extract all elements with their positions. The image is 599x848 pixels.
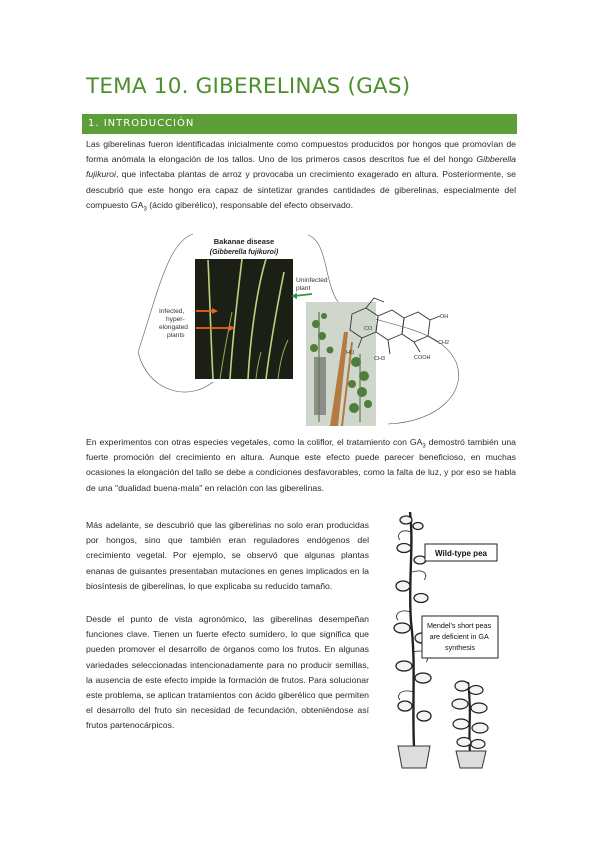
chem-label-cooh: COOH bbox=[414, 355, 431, 361]
paragraph-experiments-text-a: En experimentos con otras especies vegetales, como la coliflor, el tratamiento con GA bbox=[86, 437, 423, 447]
section-heading: 1. INTRODUCCIÓN bbox=[88, 118, 195, 129]
paragraph-agronomy: Desde el punto de vista agronómico, las giberelinas desempeñan funciones clave. Tienen un fuerte efecto sumidero, lo que significa que pueden promover el desarrollo de órganos como los frutos. En algunas variedades seleccionadas intencionadamente para no producir semillas, la ausencia de este efecto impide la formación de frutos. Para solucionar este problema, se aplican tratamientos con ácido giberélico que permiten el desarrollo del fruto sin necesidad de fecundación, obteniéndose así frutos partenocárpicos. bbox=[86, 614, 369, 731]
section-heading-bar bbox=[82, 114, 517, 134]
chem-label-co: CO bbox=[364, 326, 373, 332]
paragraph-intro-text-a: Las giberelinas fueron identificadas inicialmente como compuestos producidos por hongos que promovían de forma anómala la elongación de los tallos. Uno de los primeros casos descritos fue el del hongo bbox=[86, 139, 516, 165]
page-title: TEMA 10. GIBERELINAS (GAS) bbox=[86, 74, 411, 99]
infected-label: Infected, hyper- elongated plants bbox=[159, 308, 188, 339]
pea-figure bbox=[378, 502, 516, 770]
chem-label-ch2: CH2 bbox=[438, 340, 450, 346]
chem-label-ch3: CH3 bbox=[374, 356, 386, 362]
pot-short bbox=[456, 751, 486, 768]
uninfected-label: Uninfected plant bbox=[296, 277, 328, 292]
wild-type-label: Wild-type pea bbox=[435, 549, 487, 558]
paragraph-intro bbox=[86, 137, 516, 213]
pot-tall bbox=[398, 746, 430, 768]
paragraph-experiments bbox=[86, 435, 516, 496]
paragraph-endogenous: Más adelante, se descubrió que las giberelinas no solo eran producidas por hongos, sino que también eran reguladores endógenos del crecimiento vegetal. Por ejemplo, se observó que algunas plantas enanas de guisantes presentaban mutaciones en genes implicados en la biosíntesis de giberelinas, lo que explicaba su reducido tamaño. bbox=[86, 520, 369, 591]
chem-label-ho: HO bbox=[346, 350, 355, 356]
mendel-label: Mendel's short peas are deficient in GA synthesis bbox=[426, 621, 492, 652]
ga-subscript: 3 bbox=[143, 206, 147, 213]
chem-label-oh: OH bbox=[440, 314, 449, 320]
paragraph-experiments-text-b: demostró también una fuerte promoción del crecimiento en altura. Aunque este efecto puede parecer beneficioso, en muchas ocasiones la elongación del tallo se debe a condiciones desfavorables, como la falta de luz, y por eso se habla de una "dualidad buena-mala" en relación con las giberelinas. bbox=[86, 437, 516, 493]
species-name: Gibberella fujikuroi bbox=[86, 154, 516, 180]
paragraph-intro-text-b: , que infectaba plantas de arroz y provocaba un crecimiento exagerado en altura. Posteriormente, se descubrió que este hongo era capaz de sintetizar grandes cantidades de giberelinas, especialmente del compuesto GA bbox=[86, 169, 516, 210]
paragraph-intro-text-c: (ácido giberélico), responsable del efecto observado. bbox=[146, 199, 354, 210]
figure-subtitle: (Gibberella fujikuroi) bbox=[209, 249, 279, 256]
bakanae-figure bbox=[138, 232, 468, 428]
figure-title: Bakanae disease bbox=[213, 237, 275, 246]
ga-subscript-2: 3 bbox=[422, 443, 426, 450]
